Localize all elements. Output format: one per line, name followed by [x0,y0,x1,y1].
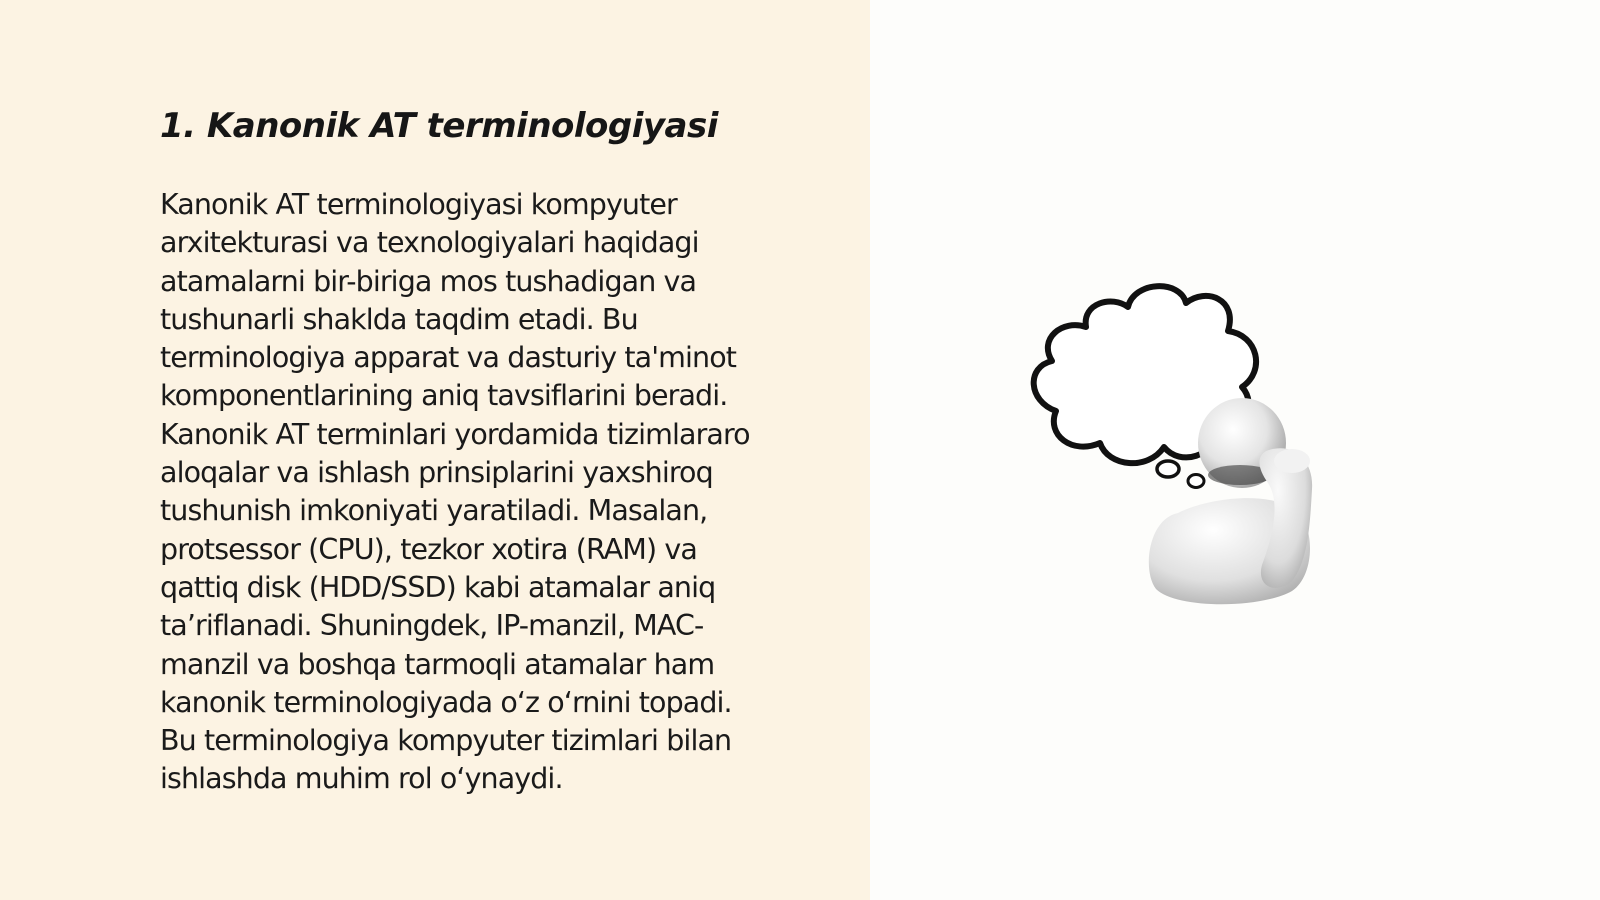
body-line: Kanonik AT terminlari yordamida tizimlararo [160,417,750,451]
body-line: ishlashda muhim rol o‘ynaydi. [160,762,563,796]
body-line: tushunarli shaklda taqdim etadi. Bu [160,302,638,336]
body-line: Kanonik AT terminologiyasi kompyuter [160,188,677,221]
body-line: aloqalar va ishlash prinsiplarini yaxshiroq [160,456,713,490]
body-line: manzil va boshqa tarmoqli atamalar ham [160,647,715,681]
slide-title: 1. Kanonik AT terminologiyasi [160,106,718,146]
person-hand-icon [1274,449,1310,473]
small-bubble-icon [1157,461,1179,477]
body-line: ta’riflanadi. Shuningdek, IP-manzil, MAC- [160,609,704,643]
body-line: komponentlarining aniq tavsiflarini beradi. [160,379,728,413]
body-line: qattiq disk (HDD/SSD) kabi atamalar aniq [160,570,716,604]
body-line: tushunish imkoniyati yaratiladi. Masalan, [160,494,708,528]
body-line: kanonik terminologiyada o‘z o‘rnini topadi. [160,685,732,719]
body-line: Bu terminologiya kompyuter tizimlari bilan [160,724,732,758]
thinking-person-icon [1030,275,1350,615]
tiny-bubble-icon [1188,475,1204,488]
body-line: terminologiya apparat va dasturiy ta'minot [160,341,737,375]
body-line: protsessor (CPU), tezkor xotira (RAM) va [160,532,697,566]
body-line: atamalarni bir-biriga mos tushadigan va [160,264,697,298]
body-line: arxitekturasi va texnologiyalari haqidagi [160,226,699,260]
thought-bubble-illustration [1030,275,1350,615]
slide-body-text [160,186,840,799]
